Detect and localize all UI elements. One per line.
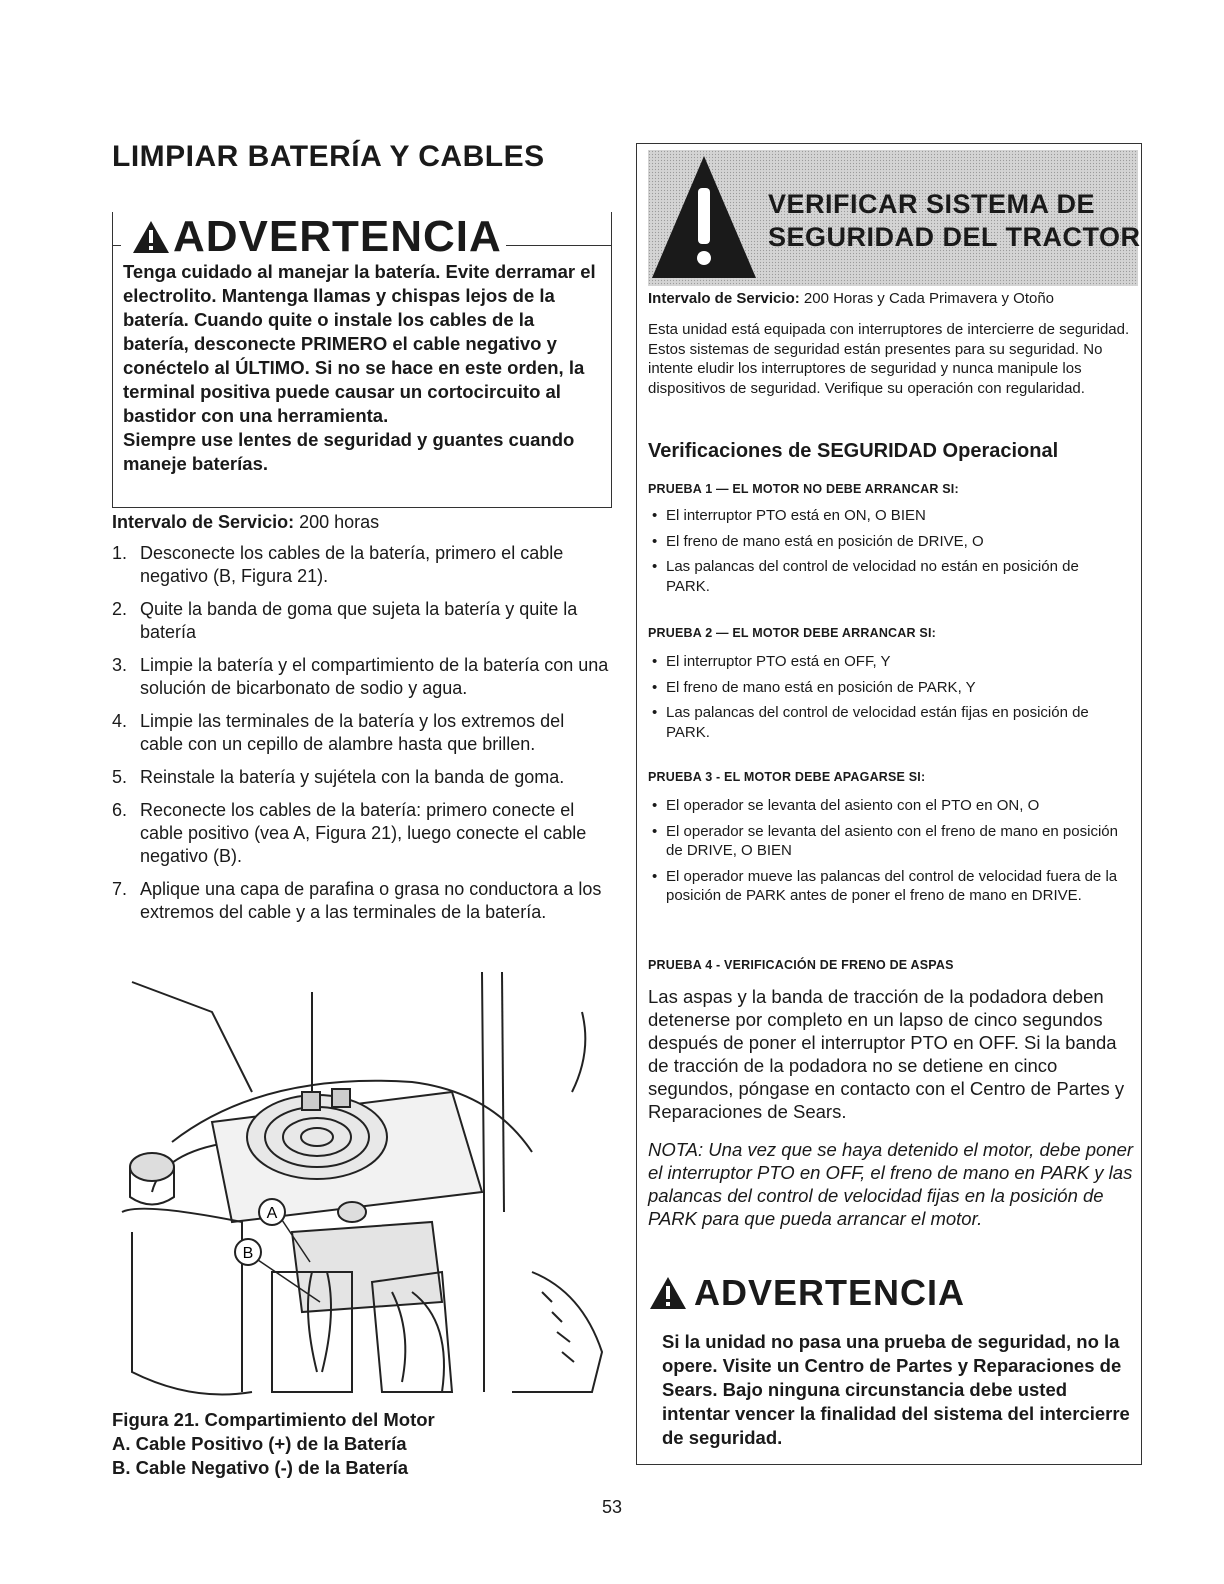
operational-checks-heading: Verificaciones de SEGURIDAD Operacional bbox=[648, 440, 1059, 462]
cleaning-steps-list bbox=[112, 542, 612, 934]
list-item-text: El interruptor PTO está en ON, O BIEN bbox=[666, 507, 926, 524]
list-item bbox=[648, 557, 1118, 596]
list-item bbox=[648, 532, 1118, 552]
step-number: 7. bbox=[112, 879, 128, 899]
figure-caption-b: B. Cable Negativo (-) de la Batería bbox=[112, 1457, 409, 1478]
warning-title: ADVERTENCIA bbox=[173, 212, 502, 261]
list-item bbox=[112, 766, 612, 789]
note-paragraph: NOTA: Una vez que se haya detenido el motor, debe poner el interruptor PTO en OFF, el freno de mano en PARK y las palancas del control de velocidad fijas en la posición de PARK para que pueda arrancar el motor. bbox=[648, 1139, 1134, 1229]
list-item bbox=[648, 703, 1118, 742]
step-number: 4. bbox=[112, 711, 128, 731]
warning-triangle-icon bbox=[131, 219, 171, 255]
safety-intro-paragraph: Esta unidad está equipada con interruptores de intercierre de seguridad. Estos sistemas de seguridad están presentes para su seguridad. No intente eludir los interruptores de seguridad y nunca manipule los dispositivos de seguridad. Verifique su operación con regularidad. bbox=[648, 321, 1130, 397]
list-item bbox=[648, 678, 1118, 698]
bullet-icon: • bbox=[652, 507, 658, 524]
list-item-text: El operador se levanta del asiento con el freno de mano en posición de DRIVE, O BIEN bbox=[666, 822, 1118, 859]
service-interval-label: Intervalo de Servicio: bbox=[112, 512, 295, 532]
safety-warning-title: ADVERTENCIA bbox=[694, 1272, 966, 1313]
step-text: Reconecte los cables de la batería: primero conecte el cable positivo (vea A, Figura 21), luego conecte el cable negativo (B). bbox=[140, 800, 587, 866]
page-number: 53 bbox=[601, 1497, 623, 1517]
service-interval-value: 200 horas bbox=[299, 512, 380, 532]
list-item bbox=[648, 652, 1118, 672]
test-1-list bbox=[648, 506, 1118, 602]
test-1-title: PRUEBA 1 — EL MOTOR NO DEBE ARRANCAR SI: bbox=[648, 482, 959, 496]
list-item bbox=[648, 796, 1118, 816]
test-2-title: PRUEBA 2 — EL MOTOR DEBE ARRANCAR SI: bbox=[648, 626, 936, 640]
step-text: Limpie la batería y el compartimiento de la batería con una solución de bicarbonato de sodio y agua. bbox=[140, 655, 609, 698]
engine-compartment-illustration bbox=[112, 972, 606, 1402]
safety-service-interval bbox=[648, 290, 1054, 307]
list-item-text: El interruptor PTO está en OFF, Y bbox=[666, 653, 891, 670]
list-item bbox=[112, 598, 612, 644]
safety-heading-line-2: SEGURIDAD DEL TRACTOR bbox=[768, 222, 1141, 252]
list-item-text: Las palancas del control de velocidad están fijas en posición de PARK. bbox=[666, 704, 1089, 741]
list-item bbox=[112, 710, 612, 756]
list-item bbox=[112, 542, 612, 588]
step-number: 2. bbox=[112, 599, 128, 619]
step-number: 3. bbox=[112, 655, 128, 675]
test-3-list bbox=[648, 796, 1118, 912]
callout-a-label: A bbox=[266, 1205, 278, 1222]
section-title: LIMPIAR BATERÍA Y CABLES bbox=[112, 140, 545, 173]
test-4-paragraph: Las aspas y la banda de tracción de la podadora deben detenerse por completo en un lapso de cinco segundos después de poner el interruptor PTO en OFF. Si la banda de tracción de la podadora no se detiene en cinco segundos, póngase en contacto con el Centro de Partes y Reparaciones de Sears. bbox=[648, 986, 1125, 1122]
list-item-text: El freno de mano está en posición de PARK, Y bbox=[666, 678, 976, 696]
battery-warning-box bbox=[112, 212, 612, 508]
list-item-text: El operador mueve las palancas del control de velocidad fuera de la posición de PARK antes de poner el freno de mano en DRIVE. bbox=[666, 867, 1118, 904]
safety-heading bbox=[768, 188, 1141, 254]
safety-interval-label: Intervalo de Servicio: bbox=[648, 290, 800, 307]
bullet-icon: • bbox=[652, 797, 658, 814]
list-item bbox=[648, 867, 1118, 906]
bullet-icon: • bbox=[652, 704, 658, 721]
step-text: Limpie las terminales de la batería y los extremos del cable con un cepillo de alambre hasta que brillen. bbox=[140, 711, 565, 754]
step-number: 6. bbox=[112, 800, 128, 820]
warning-paragraph-1: Tenga cuidado al manejar la batería. Evite derramar el electrolito. Mantenga llamas y chispas lejos de la batería. Cuando quite o instale los cables de la batería, desconecte PRIMERO el cable negativo y conéctelo al ÚLTIMO. Si no se hace en este orden, la terminal positiva puede causar un cortocircuito al bastidor con una herramienta. bbox=[123, 261, 596, 426]
step-text: Desconecte los cables de la batería, primero el cable negativo (B, Figura 21). bbox=[140, 543, 564, 586]
bullet-icon: • bbox=[652, 653, 658, 670]
warning-paragraph-2: Siempre use lentes de seguridad y guantes cuando maneje baterías. bbox=[123, 429, 575, 474]
bullet-icon: • bbox=[652, 678, 658, 696]
figure-caption bbox=[112, 1408, 435, 1480]
warning-box-top-border-left bbox=[113, 245, 121, 246]
figure-caption-a: A. Cable Positivo (+) de la Batería bbox=[112, 1433, 407, 1454]
bullet-icon: • bbox=[652, 558, 658, 575]
warning-header bbox=[127, 212, 506, 262]
step-number: 5. bbox=[112, 767, 128, 787]
test-4-title: PRUEBA 4 - VERIFICACIÓN DE FRENO DE ASPAS bbox=[648, 958, 954, 972]
list-item bbox=[112, 799, 612, 868]
step-text: Quite la banda de goma que sujeta la batería y quite la batería bbox=[140, 599, 578, 642]
safety-warning-header bbox=[648, 1272, 965, 1314]
test-2-list bbox=[648, 652, 1118, 748]
test-3-title: PRUEBA 3 - EL MOTOR DEBE APAGARSE SI: bbox=[648, 770, 926, 784]
bullet-icon: • bbox=[652, 822, 658, 840]
safety-heading-line-1: VERIFICAR SISTEMA DE bbox=[768, 189, 1096, 219]
step-text: Aplique una capa de parafina o grasa no conductora a los extremos del cable y a las terminales de la batería. bbox=[140, 879, 602, 922]
list-item-text: El freno de mano está en posición de DRIVE, O bbox=[666, 532, 984, 550]
list-item bbox=[112, 878, 612, 924]
service-interval bbox=[112, 512, 379, 533]
list-item-text: El operador se levanta del asiento con el PTO en ON, O bbox=[666, 797, 1040, 814]
callout-b-label: B bbox=[242, 1245, 254, 1262]
warning-text bbox=[123, 260, 603, 476]
bullet-icon: • bbox=[652, 867, 658, 885]
list-item-text: Las palancas del control de velocidad no están en posición de PARK. bbox=[666, 558, 1079, 595]
bullet-icon: • bbox=[652, 532, 658, 550]
safety-interval-value: 200 Horas y Cada Primavera y Otoño bbox=[803, 290, 1055, 307]
figure-caption-title: Figura 21. Compartimiento del Motor bbox=[112, 1409, 435, 1430]
list-item bbox=[648, 506, 1118, 526]
step-number: 1. bbox=[112, 543, 128, 563]
list-item bbox=[112, 654, 612, 700]
list-item bbox=[648, 822, 1118, 861]
safety-warning-text: Si la unidad no pasa una prueba de seguridad, no la opere. Visite un Centro de Partes y Reparaciones de Sears. Bajo ninguna circunstancia debe usted intentar vencer la finalidad del sistema del intercierre de seguridad. bbox=[662, 1331, 1130, 1448]
warning-triangle-icon bbox=[648, 1275, 688, 1311]
step-text: Reinstale la batería y sujétela con la banda de goma. bbox=[140, 767, 565, 787]
